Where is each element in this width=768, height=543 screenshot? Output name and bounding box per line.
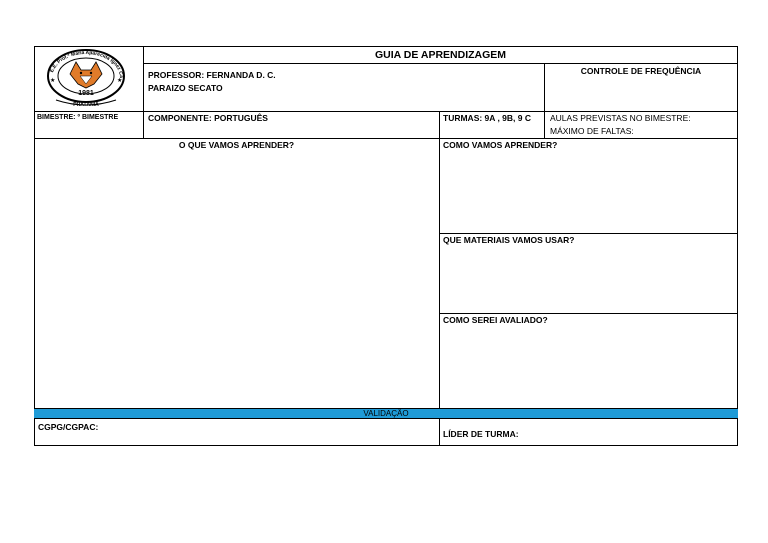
aulas-previstas-label: AULAS PREVISTAS NO BIMESTRE:: [550, 113, 691, 123]
svg-text:E.E. Prof.ª Maria Aparecida Ig: E.E. Prof.ª Maria Aparecida Ignez Ca: [49, 49, 125, 79]
learn-content[interactable]: [35, 152, 438, 407]
svg-text:1981: 1981: [78, 90, 94, 97]
how-learn-heading: COMO VAMOS APRENDER?: [443, 140, 558, 150]
professor-name: PARAIZO SECATO: [148, 83, 223, 93]
professor-label: PROFESSOR: FERNANDA D. C.: [148, 70, 276, 80]
cgpg-label: CGPG/CGPAC:: [38, 422, 99, 432]
turmas-label: TURMAS: 9A , 9B, 9 C: [443, 113, 532, 123]
validation-title: VALIDAÇÃO: [363, 409, 409, 418]
attendance-title: CONTROLE DE FREQUÊNCIA: [580, 66, 702, 76]
svg-text:★: ★: [50, 78, 56, 84]
page-title: GUIA DE APRENDIZAGEM: [374, 49, 507, 61]
svg-text:★: ★: [117, 78, 123, 84]
svg-text:PRATÂNIA: PRATÂNIA: [73, 102, 99, 108]
evaluation-content[interactable]: [440, 327, 737, 407]
evaluation-heading: COMO SEREI AVALIADO?: [443, 315, 548, 325]
bimestre-label: BIMESTRE: º BIMESTRE: [37, 114, 119, 121]
materials-heading: QUE MATERIAIS VAMOS USAR?: [443, 235, 575, 245]
lider-label: LÍDER DE TURMA:: [443, 429, 519, 439]
school-logo: [36, 48, 136, 110]
validation-bar: [34, 408, 738, 419]
maximo-faltas-label: MÁXIMO DE FALTAS:: [550, 126, 634, 136]
componente-label: COMPONENTE: PORTUGUÊS: [148, 113, 268, 123]
learn-heading: O QUE VAMOS APRENDER?: [178, 140, 295, 150]
how-learn-content[interactable]: [440, 152, 737, 232]
materials-content[interactable]: [440, 247, 737, 312]
